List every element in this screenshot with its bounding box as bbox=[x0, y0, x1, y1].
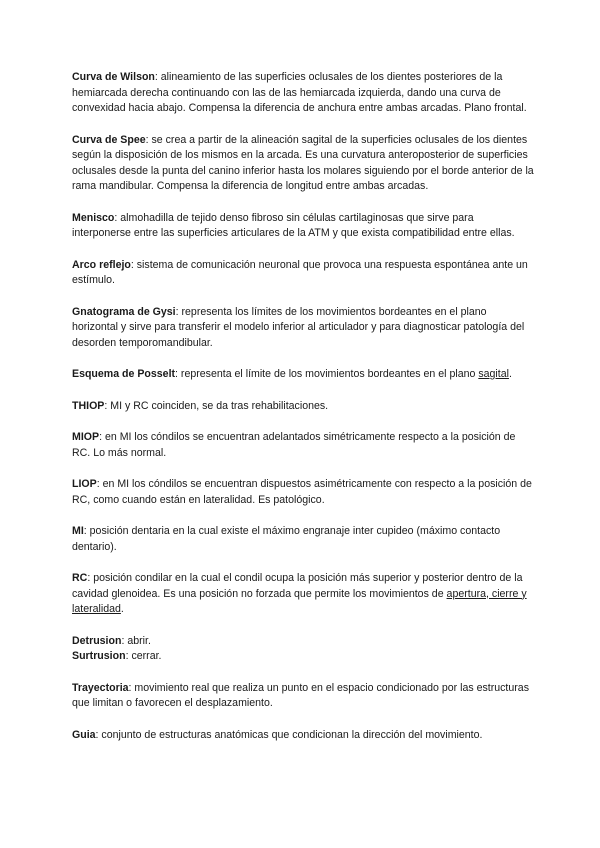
definition: : posición condilar en la cual el condil ocupa la posición más superior y posterior dentro de la cavidad glenoidea. Es una posición no forzada que permite los movimientos de bbox=[72, 572, 523, 600]
term: Curva de Wilson bbox=[72, 71, 155, 83]
term: Surtrusion bbox=[72, 650, 126, 662]
term: Curva de Spee bbox=[72, 133, 146, 146]
definition: : alineamiento de las superficies oclusales de los dientes posteriores de la hemiarcada derecha continuando con las de las hemiarcada izquierda, dando una curva de convexidad hacia abajo. Compensa la diferencia de anchura entre ambas arcadas. Plano frontal. bbox=[72, 71, 527, 114]
definition: : representa los límites de los movimientos bordeantes en el plano horizontal y sirve para transferir el modelo inferior al articulador y para diagnosticar patología del desorden temporomandibular. bbox=[72, 305, 525, 349]
definition: : movimiento real que realiza un punto en el espacio condicionado por las estructuras que limitan o favorecen el desplazamiento. bbox=[72, 681, 529, 709]
entry-guia bbox=[72, 728, 534, 744]
entry-thiop bbox=[72, 399, 534, 415]
definition-end: . bbox=[508, 368, 512, 380]
definition: : almohadilla de tejido denso fibroso sin células cartilaginosas que sirve para interponerse entre las superficies articulares de la ATM y que exista compatibilidad entre ellas. bbox=[72, 211, 515, 239]
definition-end: . bbox=[120, 603, 124, 615]
term: LIOP bbox=[72, 478, 97, 490]
entry-mi bbox=[72, 524, 534, 555]
glossary-body bbox=[72, 70, 534, 759]
term: THIOP bbox=[72, 399, 105, 412]
definition: : abrir. bbox=[121, 634, 151, 647]
entry-gnatograma-de-gysi bbox=[72, 305, 534, 352]
definition: : se crea a partir de la alineación sagital de la superficies oclusales de los dientes según la disposición de los mismos en la arcada. Es una curvatura anteroposterior de superficies oclusales desde la punta del canino inferior hasta los molares siguiendo por el borde anterior de la rama mandibular. Compensa la diferencia de longitud entre ambas arcadas. bbox=[72, 133, 534, 192]
term: Menisco bbox=[72, 211, 115, 224]
term: Guia bbox=[72, 728, 96, 741]
definition: : MI y RC coinciden, se da tras rehabilitaciones. bbox=[104, 399, 329, 412]
term: Gnatograma de Gysi bbox=[72, 305, 176, 318]
term: Esquema de Posselt bbox=[72, 368, 176, 380]
definition: : conjunto de estructuras anatómicas que condicionan la dirección del movimiento. bbox=[95, 728, 483, 741]
underlined-text: apertura, cierre y lateralidad bbox=[72, 587, 527, 615]
definition: : cerrar. bbox=[125, 650, 162, 662]
entry-trayectoria bbox=[72, 681, 534, 712]
definition: : posición dentaria en la cual existe el máximo engranaje inter cupideo (máximo contacto dentario). bbox=[72, 525, 501, 553]
entry-surtrusion bbox=[72, 649, 534, 665]
entry-detrusion bbox=[72, 634, 534, 650]
definition: : en MI los cóndilos se encuentran adelantados simétricamente respecto a la posición de RC. Lo más normal. bbox=[72, 431, 516, 459]
term: Detrusion bbox=[72, 634, 122, 647]
entry-rc bbox=[72, 571, 534, 618]
term: RC bbox=[72, 572, 88, 584]
entry-miop bbox=[72, 430, 534, 461]
entry-esquema-de-posselt bbox=[72, 367, 534, 383]
entry-curva-de-wilson bbox=[72, 70, 534, 117]
term: Trayectoria bbox=[72, 681, 129, 694]
entry-menisco bbox=[72, 211, 534, 242]
entry-liop bbox=[72, 477, 534, 508]
definition: : representa el límite de los movimientos bordeantes en el plano bbox=[175, 368, 479, 380]
term: Arco reflejo bbox=[72, 258, 131, 271]
underlined-text: sagital bbox=[478, 368, 509, 380]
definition: : sistema de comunicación neuronal que provoca una respuesta espontánea ante un estímulo. bbox=[72, 258, 528, 286]
term: MI bbox=[72, 525, 84, 537]
term: MIOP bbox=[72, 431, 100, 443]
entry-curva-de-spee bbox=[72, 133, 534, 195]
definition: : en MI los cóndilos se encuentran dispuestos asimétricamente con respecto a la posición de RC, como cuando están en lateralidad. Es patológico. bbox=[72, 478, 532, 506]
entry-arco-reflejo bbox=[72, 258, 534, 289]
